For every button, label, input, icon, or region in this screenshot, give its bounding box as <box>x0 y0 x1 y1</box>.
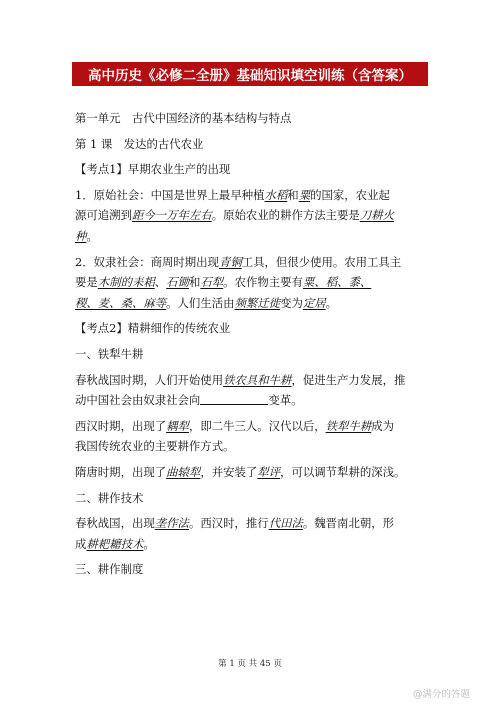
answer: 粟 <box>298 187 311 202</box>
text: 和 <box>188 275 201 290</box>
answer: 木制的耒耜 <box>97 275 155 290</box>
paragraph-slave-society <box>75 252 427 273</box>
document-body <box>75 108 427 580</box>
text: 西汉时期，出现了 <box>75 418 167 433</box>
answer: 铁犁牛耕 <box>325 418 372 433</box>
paragraph-spring-autumn <box>75 370 427 391</box>
text: 1．原始社会：中国是世界上最早种植 <box>75 187 265 202</box>
text: 。 <box>325 295 338 310</box>
section-farming-system: 三、耕作制度 <box>75 562 144 577</box>
section-iron-plough: 一、铁犁牛耕 <box>75 346 144 361</box>
text: 工具，但很少使用。农用工具主 <box>241 254 402 269</box>
page-number: 第 1 页 共 45 页 <box>218 659 282 669</box>
text: 。 <box>143 536 155 551</box>
text: 2．奴隶社会：商周时期出现 <box>75 254 219 269</box>
text: 。人们生活由 <box>166 295 235 310</box>
point-1-heading: 【考点1】早期农业生产的出现 <box>75 162 231 177</box>
text: 春秋战国时期，人们开始使用 <box>75 372 224 387</box>
answer: 耕耙耱技术 <box>86 536 144 551</box>
section-farming-technique: 二、耕作技术 <box>75 490 144 505</box>
answer: 距今一万年左右 <box>131 208 212 223</box>
text: ，可以调节犁耕的深浅。 <box>280 464 406 479</box>
answer: 石犁 <box>200 275 224 290</box>
text: 动中国社会由奴隶社会向 <box>75 393 201 408</box>
lesson-heading: 第 1 课 发达的古代农业 <box>75 136 204 151</box>
title-banner <box>72 62 428 86</box>
answer: 垄作法 <box>154 516 189 531</box>
text: 、 <box>154 275 167 290</box>
answer: 代田法 <box>268 516 303 531</box>
paragraph-line <box>75 436 427 457</box>
watermark: @满分的答题 <box>412 689 470 700</box>
answer: 刀耕火 <box>359 208 394 223</box>
answer: 频繁迁徙 <box>234 295 281 310</box>
text: 变为 <box>280 295 303 310</box>
text: ，即二牛三人。汉代以后， <box>188 418 326 433</box>
text: 源可追溯到 <box>75 208 132 223</box>
paragraph-line <box>75 272 427 293</box>
text: 成 <box>75 536 87 551</box>
paragraph-farming-technique <box>75 513 427 534</box>
paragraph-line <box>75 390 427 411</box>
text: 变革。 <box>268 393 303 408</box>
answer: 犁评 <box>257 464 281 479</box>
paragraph-primitive-society <box>75 185 427 206</box>
answer: 耦犁 <box>166 418 189 433</box>
text: 和 <box>287 187 299 202</box>
page-footer <box>0 657 500 669</box>
answer: 石锄 <box>166 275 189 290</box>
text: 的国家，农业起 <box>310 187 390 202</box>
text: 。农作物主要有 <box>223 275 303 290</box>
unit-heading: 第一单元 古代中国经济的基本结构与特点 <box>75 111 292 125</box>
paragraph-sui-tang <box>75 462 427 483</box>
paragraph-line <box>75 226 427 247</box>
text: 。魏晋南北朝，形 <box>302 516 395 531</box>
text: 隋唐时期，出现了 <box>75 464 167 479</box>
answer: 铁农具和牛耕 <box>223 372 292 387</box>
text: 成为 <box>371 418 395 433</box>
answer: 水稻 <box>264 187 288 202</box>
text: 。原始农业的耕作方法主要是 <box>211 208 360 223</box>
text: ，并安装了 <box>200 464 258 479</box>
text: 。 <box>86 228 98 243</box>
paragraph-western-han <box>75 416 427 437</box>
answer: 稷、麦、桑、麻等 <box>75 295 167 310</box>
answer: 种 <box>75 228 87 243</box>
answer: 曲辕犁 <box>166 464 201 479</box>
answer: 青铜 <box>218 254 242 269</box>
paragraph-line <box>75 205 427 226</box>
answer: 粟、稻、黍、 <box>302 275 372 290</box>
text: 我国传统农业的主要耕作方式。 <box>75 439 235 454</box>
fill-blank <box>200 392 268 405</box>
paragraph-line <box>75 293 427 314</box>
text: 。西汉时，推行 <box>188 516 269 531</box>
answer: 定居 <box>302 295 326 310</box>
text: ，促进生产力发展，推 <box>291 372 406 387</box>
point-2-heading: 【考点2】精耕细作的传统农业 <box>75 321 231 336</box>
paragraph-line <box>75 534 427 555</box>
text: 春秋战国，出现 <box>75 516 155 531</box>
text: 要是 <box>75 275 98 290</box>
document-title: 高中历史《必修二全册》基础知识填空训练（含答案） <box>88 68 412 84</box>
